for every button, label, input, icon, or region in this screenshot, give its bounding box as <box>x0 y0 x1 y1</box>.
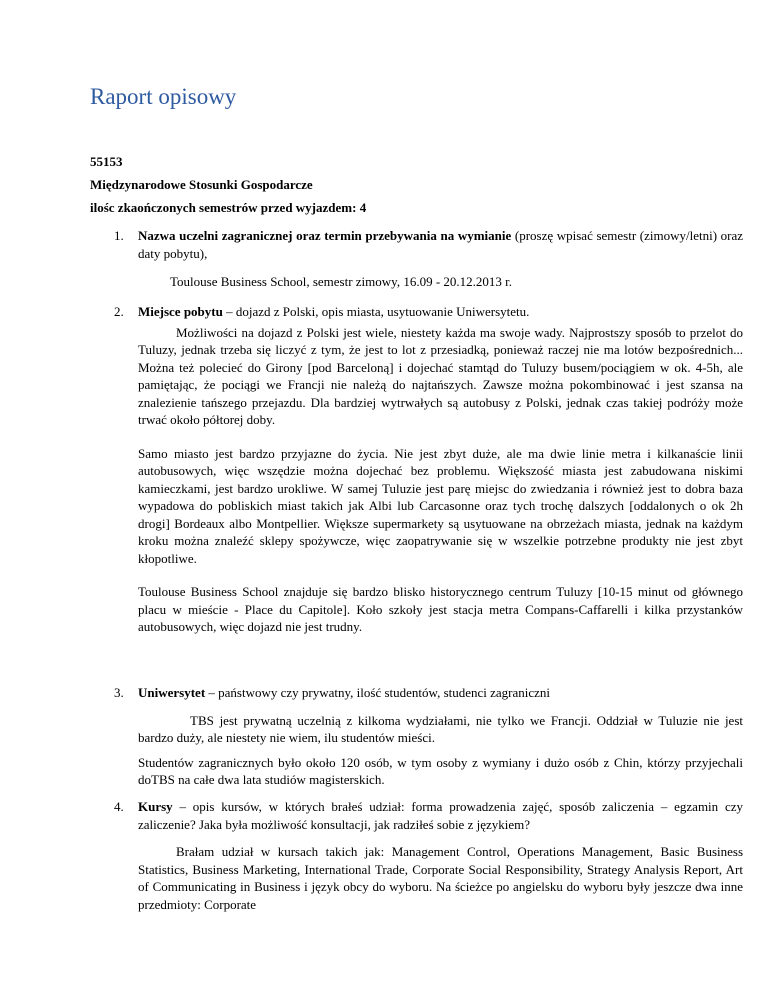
paragraph: Możliwości na dojazd z Polski jest wiele, niestety każda ma swoje wady. Najprostszy sposób to przelot do Tuluzy, jednak trzeba się liczyć z tym, że jest to lot z przesiadką, ponieważ raczej nie ma lotów bezpośrednich... Można też polecieć do Girony [pod Barceloną] i dojechać stamtąd do Tuluzy busem/pociągiem w ok. 4-5h, ale pamiętając, że pociągi we Francji nie należą do najtańszych. Zawsze można pokombinować i jest szansa na znalezienie tańszego przejazdu. Dla bardziej wytrwałych są autobusy z Polski, jednak czas takiej podróży może trwać około półtorej doby. <box>138 324 743 427</box>
paragraph: Toulouse Business School, semestr zimowy, 16.09 - 20.12.2013 r. <box>170 274 513 289</box>
section-heading <box>138 684 743 702</box>
section-number: 3. <box>114 685 124 700</box>
section-heading-rest: – państwowy czy prywatny, ilość studentów, studenci zagraniczni <box>205 685 551 700</box>
paragraph: Samo miasto jest bardzo przyjazne do życia. Nie jest zbyt duże, ale ma dwie linie metra i kilkanaście linii autobusowych, więc wszędzie można dojechać bez problemu. Większość miasta jest zabudowana niskimi kamieczkami, jest bardzo urokliwe. W samej Tuluzie jest parę miejsc do zwiedzania i również jest to dobra baza wypadowa do pobliskich miast takich jak Albi lub Carcasonne oraz tych trochę dalszych [oddalonych o ok 2h drogi] Bordeaux albo Montpellier. Większe supermarkety są usytuowane na obrzeżach miasta, jednak na każdym kroku można znaleźć sklepy spożywcze, więc zaopatrywanie się w wszelkie potrzebne produkty nie jest zbyt kłopotliwe. <box>138 445 743 566</box>
section-heading <box>138 227 743 262</box>
student-meta <box>90 150 366 219</box>
paragraph: Studentów zagranicznych było około 120 osób, w tym osoby z wymiany i dużo osób z Chin, którzy przyjechali doTBS na całe dwa lata studiów magisterskich. <box>138 754 743 787</box>
section-heading-bold: Kursy <box>138 799 173 814</box>
section-number: 2. <box>114 304 124 319</box>
section-heading-bold: Uniwersytet <box>138 685 206 700</box>
section-heading-rest: (proszę wpisać semestr (zimowy/letni) oraz daty pobytu), <box>138 228 743 261</box>
student-id: 55153 <box>90 154 123 169</box>
paragraph: Brałam udział w kursach takich jak: Management Control, Operations Management, Basic Business Statistics, Business Marketing, International Trade, Corporate Social Responsibility, Strategy Analysis Report, Art of Communicating in Business i język obcy do wyboru. Na ścieżce po angielsku do wyboru były jeszcze dwa inne przedmioty: Corporate <box>138 844 743 912</box>
section-heading-rest: – opis kursów, w których brałeś udział: forma prowadzenia zajęć, sposób zaliczenia – egzamin czy zaliczenie? Jaka była możliwość konsultacji, jak radziłeś sobie z językiem? <box>138 799 743 832</box>
section-number: 4. <box>114 799 124 814</box>
semesters-count: ilośc zkaończonych semestrów przed wyjazdem: 4 <box>90 200 367 215</box>
section-heading <box>138 303 743 321</box>
paragraph: TBS jest prywatną uczelnią z kilkoma wydziałami, nie tylko we Francji. Oddział w Tuluzie nie jest bardzo duży, ale niestety nie wiem, ilu studentów mieści. <box>138 712 743 745</box>
section-number: 1. <box>114 228 124 243</box>
paragraph: Toulouse Business School znajduje się bardzo blisko historycznego centrum Tuluzy [10-15 minut od głównego placu w mieście - Place du Capitole]. Koło szkoły jest stacja metra Compans-Caffarelli i kilka przystanków autobusowych, więc dojazd nie jest trudny. <box>138 584 743 634</box>
section-heading-bold: Miejsce pobytu <box>138 304 223 319</box>
section-heading <box>138 798 743 833</box>
page-title: Raport opisowy <box>90 84 237 109</box>
section-heading-rest: – dojazd z Polski, opis miasta, usytuowanie Uniwersytetu. <box>222 304 530 319</box>
study-program: Międzynarodowe Stosunki Gospodarcze <box>90 177 313 192</box>
section-heading-bold: Nazwa uczelni zagranicznej oraz termin przebywania na wymianie <box>138 228 512 243</box>
